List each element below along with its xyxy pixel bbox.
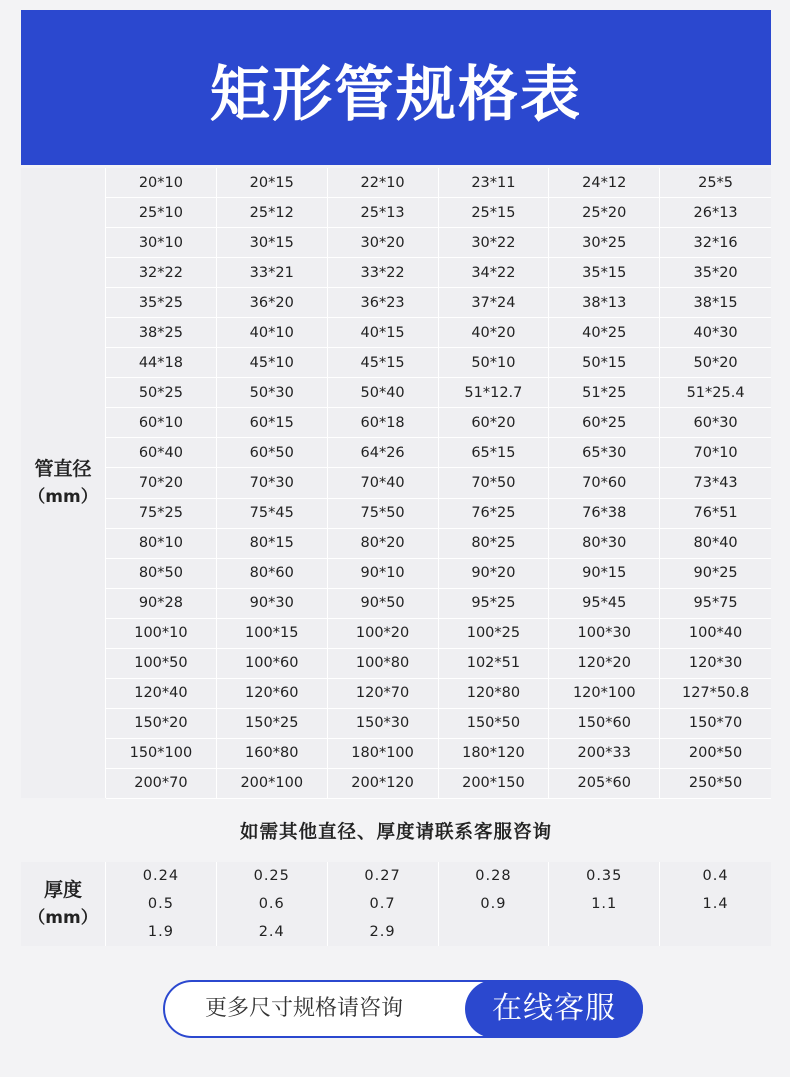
thickness-cell: 1.4	[702, 896, 729, 912]
diameter-cell: 65*15	[439, 438, 550, 468]
diameter-cell: 200*70	[106, 769, 217, 799]
diameter-cell: 75*45	[217, 499, 328, 529]
diameter-cell: 60*15	[217, 408, 328, 438]
diameter-cell: 75*50	[328, 499, 439, 529]
diameter-cell: 120*20	[549, 649, 660, 679]
diameter-cell: 150*60	[549, 709, 660, 739]
diameter-cell: 40*25	[549, 318, 660, 348]
diameter-cell: 100*30	[549, 619, 660, 649]
thickness-cell	[549, 918, 660, 946]
diameter-cell: 35*20	[660, 258, 771, 288]
diameter-cell: 20*10	[106, 168, 217, 198]
diameter-cell: 150*100	[106, 739, 217, 769]
diameter-cell: 25*15	[439, 198, 550, 228]
diameter-cell: 40*10	[217, 318, 328, 348]
diameter-cell: 70*10	[660, 438, 771, 468]
diameter-cell: 50*20	[660, 348, 771, 378]
diameter-cell: 100*10	[106, 619, 217, 649]
page-title: 矩形管规格表	[210, 59, 582, 130]
diameter-cell: 36*23	[328, 288, 439, 318]
thickness-cell	[439, 918, 550, 946]
diameter-cell: 50*40	[328, 378, 439, 408]
diameter-cell: 80*30	[549, 529, 660, 559]
consult-banner	[163, 980, 643, 1038]
thickness-cell	[660, 918, 771, 946]
thickness-label-text: 厚度	[43, 879, 82, 901]
diameter-cell: 30*25	[549, 228, 660, 258]
diameter-cell: 90*28	[106, 589, 217, 619]
diameter-cell: 200*150	[439, 769, 550, 799]
diameter-cell: 45*10	[217, 348, 328, 378]
diameter-cell: 90*25	[660, 559, 771, 589]
diameter-cell: 73*43	[660, 468, 771, 498]
diameter-cell: 70*20	[106, 468, 217, 498]
diameter-cell: 100*80	[328, 649, 439, 679]
diameter-cell: 33*22	[328, 258, 439, 288]
diameter-cell: 150*30	[328, 709, 439, 739]
diameter-unit: （mm）	[28, 487, 98, 507]
diameter-cell: 180*120	[439, 739, 550, 769]
thickness-cell: 0.28	[439, 862, 550, 890]
diameter-cell: 150*20	[106, 709, 217, 739]
diameter-cell: 25*12	[217, 198, 328, 228]
diameter-cell: 60*40	[106, 438, 217, 468]
diameter-cell: 250*50	[660, 769, 771, 799]
diameter-cell: 60*30	[660, 408, 771, 438]
diameter-cell: 80*25	[439, 529, 550, 559]
diameter-cell: 50*30	[217, 378, 328, 408]
diameter-cell: 95*75	[660, 589, 771, 619]
diameter-cell: 200*33	[549, 739, 660, 769]
thickness-cell: 1.1	[549, 890, 660, 918]
thickness-cell: 0.6	[217, 890, 328, 918]
diameter-cell: 160*80	[217, 739, 328, 769]
diameter-cell: 100*25	[439, 619, 550, 649]
diameter-cell: 150*25	[217, 709, 328, 739]
diameter-cell: 70*60	[549, 468, 660, 498]
thickness-label	[21, 862, 106, 946]
diameter-label	[21, 168, 106, 798]
diameter-cell: 38*13	[549, 288, 660, 318]
thickness-cell: 0.25	[217, 862, 328, 890]
diameter-cell: 25*13	[328, 198, 439, 228]
diameter-cell: 90*50	[328, 589, 439, 619]
contact-note: 如需其他直径、厚度请联系客服咨询	[239, 822, 552, 843]
diameter-cell: 90*30	[217, 589, 328, 619]
diameter-cell: 120*30	[660, 649, 771, 679]
diameter-cell: 30*10	[106, 228, 217, 258]
thickness-cell: 2.4	[217, 918, 328, 946]
diameter-cell: 80*20	[328, 529, 439, 559]
diameter-cell: 30*15	[217, 228, 328, 258]
diameter-cell: 38*15	[660, 288, 771, 318]
diameter-cell: 32*22	[106, 258, 217, 288]
thickness-cell: 0.7	[328, 890, 439, 918]
diameter-cell: 70*30	[217, 468, 328, 498]
diameter-cell: 80*10	[106, 529, 217, 559]
diameter-cell: 35*15	[549, 258, 660, 288]
diameter-cell: 120*100	[549, 679, 660, 709]
diameter-cell: 150*50	[439, 709, 550, 739]
diameter-cell: 76*51	[660, 499, 771, 529]
diameter-cell: 36*20	[217, 288, 328, 318]
diameter-cell: 80*60	[217, 559, 328, 589]
diameter-cell: 34*22	[439, 258, 550, 288]
diameter-cell: 95*25	[439, 589, 550, 619]
diameter-cell: 32*16	[660, 228, 771, 258]
diameter-cell: 30*22	[439, 228, 550, 258]
diameter-cell: 40*30	[660, 318, 771, 348]
diameter-cell: 37*24	[439, 288, 550, 318]
diameter-cell: 75*25	[106, 499, 217, 529]
diameter-cell: 100*20	[328, 619, 439, 649]
diameter-cell: 44*18	[106, 348, 217, 378]
diameter-table	[21, 168, 771, 798]
diameter-cell: 50*10	[439, 348, 550, 378]
diameter-cell: 25*20	[549, 198, 660, 228]
diameter-cell: 120*40	[106, 679, 217, 709]
diameter-cell: 70*40	[328, 468, 439, 498]
thickness-cell: 0.5	[106, 890, 217, 918]
consult-text: 更多尺寸规格请咨询	[205, 996, 404, 1021]
diameter-cell: 95*45	[549, 589, 660, 619]
diameter-cell: 24*12	[549, 168, 660, 198]
diameter-cell: 205*60	[549, 769, 660, 799]
diameter-cell: 90*15	[549, 559, 660, 589]
diameter-cell: 100*40	[660, 619, 771, 649]
title-banner	[21, 10, 771, 165]
diameter-cell: 100*50	[106, 649, 217, 679]
diameter-cell: 25*10	[106, 198, 217, 228]
diameter-cell: 90*20	[439, 559, 550, 589]
diameter-cell: 51*25	[549, 378, 660, 408]
diameter-cell: 102*51	[439, 649, 550, 679]
diameter-cell: 100*60	[217, 649, 328, 679]
thickness-cell: 0.9	[439, 890, 550, 918]
diameter-cell: 20*15	[217, 168, 328, 198]
diameter-cell: 26*13	[660, 198, 771, 228]
thickness-cell: 2.9	[328, 918, 439, 946]
diameter-cell: 120*70	[328, 679, 439, 709]
thickness-cell: 0.24	[106, 862, 217, 890]
diameter-cell: 64*26	[328, 438, 439, 468]
diameter-cell: 50*15	[549, 348, 660, 378]
diameter-cell: 200*120	[328, 769, 439, 799]
thickness-cell: 0.35	[549, 862, 660, 890]
diameter-cell: 180*100	[328, 739, 439, 769]
diameter-label-text: 管直径	[34, 458, 92, 480]
diameter-cell: 127*50.8	[660, 679, 771, 709]
diameter-cell: 76*38	[549, 499, 660, 529]
diameter-cell: 70*50	[439, 468, 550, 498]
online-service-button[interactable]: 在线客服	[465, 980, 643, 1038]
diameter-cell: 60*10	[106, 408, 217, 438]
diameter-cell: 80*15	[217, 529, 328, 559]
diameter-cell: 60*25	[549, 408, 660, 438]
diameter-grid	[106, 168, 771, 799]
diameter-cell: 120*60	[217, 679, 328, 709]
thickness-cell: 1.9	[106, 918, 217, 946]
diameter-cell: 51*25.4	[660, 378, 771, 408]
diameter-cell: 40*15	[328, 318, 439, 348]
diameter-cell: 38*25	[106, 318, 217, 348]
diameter-cell: 60*50	[217, 438, 328, 468]
thickness-table	[21, 862, 771, 946]
diameter-cell: 35*25	[106, 288, 217, 318]
thickness-cell: 0.27	[328, 862, 439, 890]
diameter-cell: 65*30	[549, 438, 660, 468]
diameter-cell: 200*50	[660, 739, 771, 769]
diameter-cell: 200*100	[217, 769, 328, 799]
diameter-cell: 76*25	[439, 499, 550, 529]
diameter-cell: 30*20	[328, 228, 439, 258]
spec-page	[21, 10, 771, 1077]
diameter-cell: 60*20	[439, 408, 550, 438]
diameter-cell: 80*50	[106, 559, 217, 589]
thickness-unit: （mm）	[28, 908, 98, 928]
diameter-cell: 50*25	[106, 378, 217, 408]
diameter-cell: 100*15	[217, 619, 328, 649]
diameter-cell: 33*21	[217, 258, 328, 288]
diameter-cell: 60*18	[328, 408, 439, 438]
diameter-cell: 80*40	[660, 529, 771, 559]
diameter-cell: 51*12.7	[439, 378, 550, 408]
diameter-cell: 45*15	[328, 348, 439, 378]
diameter-cell: 120*80	[439, 679, 550, 709]
diameter-cell: 22*10	[328, 168, 439, 198]
thickness-cell: 0.4	[702, 868, 729, 884]
diameter-cell: 23*11	[439, 168, 550, 198]
diameter-cell: 150*70	[660, 709, 771, 739]
diameter-cell: 40*20	[439, 318, 550, 348]
diameter-cell: 25*5	[660, 168, 771, 198]
diameter-cell: 90*10	[328, 559, 439, 589]
thickness-grid	[106, 862, 771, 946]
